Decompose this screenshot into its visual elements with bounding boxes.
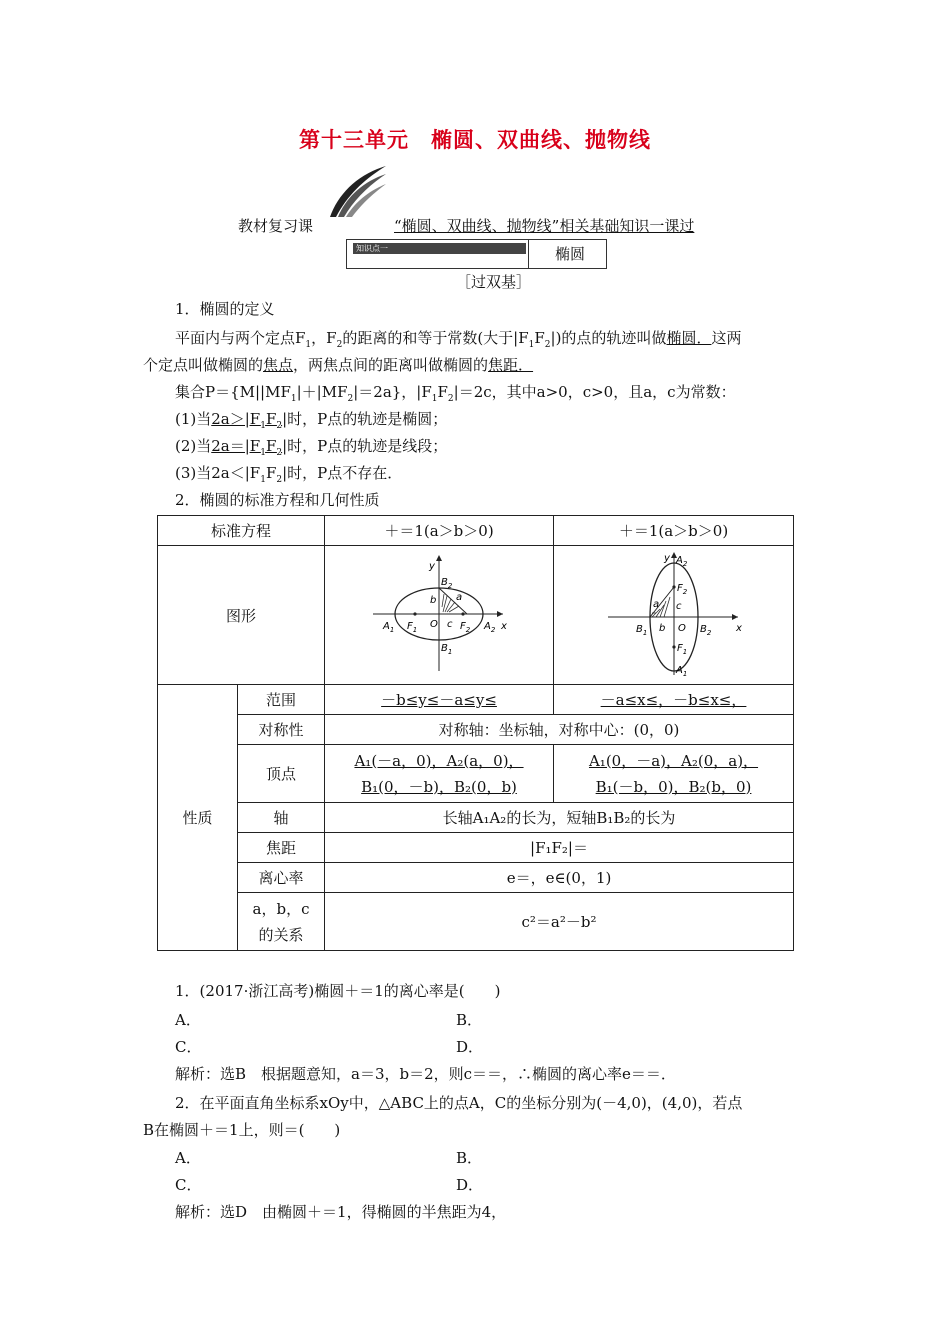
symmetry-value: 对称轴：坐标轴，对称中心：(0，0) xyxy=(325,715,794,745)
relation-label: a，b，c 的关系 xyxy=(238,893,325,951)
case-2: (2)当$2a=|F_1F_2|$时，P点的轨迹是线段； xyxy=(175,437,448,458)
ellipse-properties-table xyxy=(157,515,794,951)
symmetry-label: 对称性 xyxy=(238,715,325,745)
relation-value: c²＝a²－b² xyxy=(325,893,794,951)
svg-text:F1: $F_1$ xyxy=(676,642,687,656)
fig2-y-label: y xyxy=(663,552,670,564)
svg-text:a: a xyxy=(456,591,463,603)
fig1-y-label: y xyxy=(429,560,435,572)
header-right: “椭圆、双曲线、抛物线”相关基础知识一课过 xyxy=(394,217,695,235)
q1-option-c: C． xyxy=(175,1038,202,1056)
q1-option-d: D． xyxy=(456,1038,484,1056)
vertical-ellipse-diagram xyxy=(604,551,744,676)
eccentricity-label: 离心率 xyxy=(238,863,325,893)
q2-answer: 解析：选D 由椭圆＋＝1，得椭圆的半焦距为4， xyxy=(175,1203,507,1221)
q1-option-b: B． xyxy=(456,1011,483,1029)
eq-vertical: ＋＝1(a＞b＞0) xyxy=(554,516,794,546)
props-header: 性质 xyxy=(158,685,238,951)
svg-text:A2: $A_2$ xyxy=(675,554,687,568)
svg-text:F1: $F_1$ xyxy=(407,620,418,634)
svg-text:O: O xyxy=(430,618,438,630)
range-vertical: －a≤x≤，－b≤x≤， xyxy=(554,685,794,715)
set-definition: 集合$P=\{M||MF_1|+|MF_2|=2a\}$，$|F_1F_2|=2c$，其中a>0，c>0，且a，c为常数： xyxy=(175,383,736,404)
section1-title: 1．椭圆的定义 xyxy=(175,300,275,318)
range-label: 范围 xyxy=(238,685,325,715)
svg-text:A1: $A_1$ xyxy=(675,664,687,676)
vertex-horizontal: A₁(－a，0)，A₂(a，0)， B₁(0，－b)，B₂(0，b) xyxy=(325,745,554,803)
q2-option-d: D． xyxy=(456,1176,484,1194)
svg-text:A2: $A_2$ xyxy=(484,620,496,634)
question-2-line1: 2．在平面直角坐标系xOy中，△ABC上的点A，C的坐标分别为(－4,0)，(4,0)，若点 xyxy=(175,1094,743,1112)
fig2-x-label: x xyxy=(735,622,742,634)
question-1: 1．(2017·浙江高考)椭圆＋＝1的离心率是( ) xyxy=(175,982,501,1000)
figure-header: 图形 xyxy=(158,546,325,685)
question-2-line2: B在椭圆＋＝1上，则＝( ) xyxy=(143,1121,341,1139)
axis-label: 轴 xyxy=(238,803,325,833)
svg-text:a: a xyxy=(652,598,659,610)
focal-value: |F₁F₂|＝ xyxy=(325,833,794,863)
svg-text:c: c xyxy=(447,618,453,630)
case-1: (1)当$2a>|F_1F_2|$时，P点的轨迹是椭圆； xyxy=(175,410,448,431)
svg-text:F2: $F_2$ xyxy=(460,620,471,634)
svg-text:B2: $B_2$ xyxy=(441,576,453,590)
eccentricity-value: e＝，e∈(0，1) xyxy=(325,863,794,893)
focal-label: 焦距 xyxy=(238,833,325,863)
header-left: 教材复习课 xyxy=(238,217,314,235)
q1-option-a: A． xyxy=(175,1011,201,1029)
axis-value: 长轴A₁A₂的长为，短轴B₁B₂的长为 xyxy=(325,803,794,833)
q2-option-a: A． xyxy=(175,1149,201,1167)
range-horizontal: －b≤y≤－a≤y≤ xyxy=(325,685,554,715)
figure-vertical xyxy=(554,546,794,685)
figure-horizontal xyxy=(325,546,554,685)
svg-text:B2: $B_2$ xyxy=(699,623,711,637)
q2-option-b: B． xyxy=(456,1149,483,1167)
knowledge-name: 椭圆 xyxy=(555,245,586,263)
horizontal-ellipse-diagram xyxy=(369,551,509,676)
section2-title: 2．椭圆的标准方程和几何性质 xyxy=(175,491,380,509)
knowledge-box xyxy=(346,239,607,269)
knowledge-tag: 知识点一 xyxy=(353,243,526,254)
definition-line2: 个定点叫做椭圆的焦点，两焦点间的距离叫做椭圆的焦距． xyxy=(143,356,534,374)
svg-text:A1: $A_1$ xyxy=(383,620,395,634)
svg-text:b: b xyxy=(658,622,665,634)
svg-text:O: O xyxy=(677,622,686,634)
q2-option-c: C． xyxy=(175,1176,202,1194)
vertex-vertical: A₁(0，－a)，A₂(0，a)， B₁(－b，0)，B₂(b，0) xyxy=(554,745,794,803)
svg-text:b: b xyxy=(430,594,437,606)
page-title: 第十三单元 椭圆、双曲线、抛物线 xyxy=(299,127,651,152)
eq-horizontal: ＋＝1(a＞b＞0) xyxy=(325,516,554,546)
std-eq-header: 标准方程 xyxy=(158,516,325,546)
guo-shuang-ji: ［过双基］ xyxy=(456,273,532,291)
svg-text:F2: $F_2$ xyxy=(676,582,687,596)
swoosh-decoration-icon xyxy=(328,164,388,219)
svg-text:B1: $B_1$ xyxy=(441,642,453,656)
case-3: (3)当$2a<|F_1F_2|$时，P点不存在． xyxy=(175,464,403,485)
q1-answer: 解析：选B 根据题意知，a＝3，b＝2，则c＝＝，∴椭圆的离心率e＝＝． xyxy=(175,1065,676,1083)
svg-text:B1: $B_1$ xyxy=(635,623,647,637)
vertex-label: 顶点 xyxy=(238,745,325,803)
definition-line1: 平面内与两个定点$F_1$，$F_2$的距离的和等于常数(大于$|F_1F_2|$)的点的轨迹叫做椭圆．这两 xyxy=(175,329,742,350)
svg-text:c: c xyxy=(675,600,682,612)
fig1-x-label: x xyxy=(501,620,507,632)
